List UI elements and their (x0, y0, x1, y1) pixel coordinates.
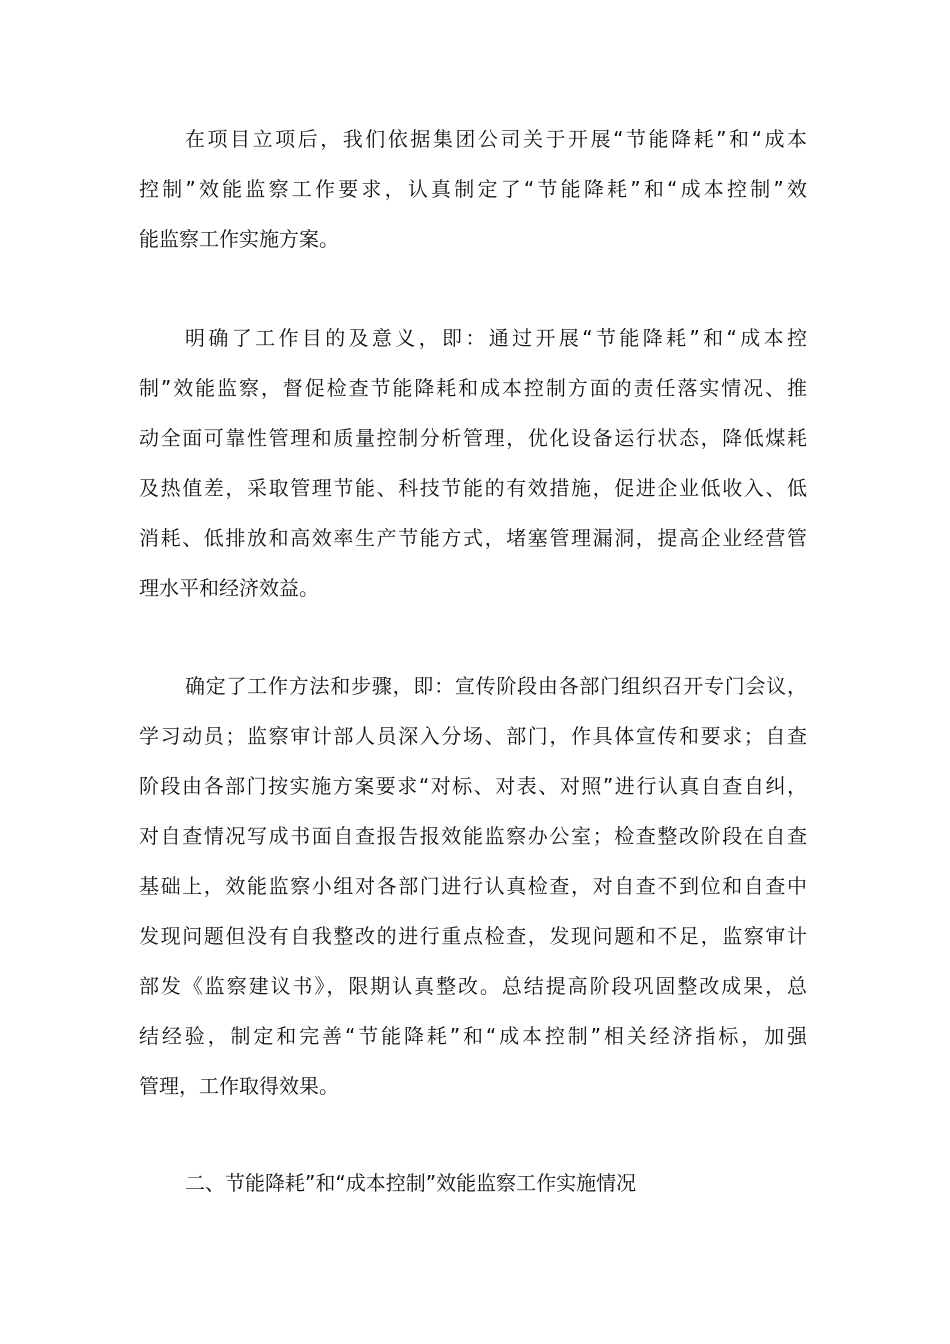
paragraph-line: 基础上，效能监察小组对各部门进行认真检查，对自查不到位和自查中 (139, 874, 807, 898)
paragraph-line: 及热值差，采取管理节能、科技节能的有效措施，促进企业低收入、低 (139, 476, 807, 500)
paragraph-line: 控制”效能监察工作要求，认真制定了“节能降耗”和“成本控制”效 (139, 177, 807, 201)
paragraph-line: 消耗、低排放和高效率生产节能方式，堵塞管理漏洞，提高企业经营管 (139, 526, 807, 550)
paragraph-work-methods (139, 661, 807, 1111)
paragraph-work-purpose (139, 313, 807, 613)
paragraph-line: 明确了工作目的及意义，即：通过开展“节能降耗”和“成本控 (185, 326, 807, 350)
paragraph-line: 制”效能监察，督促检查节能降耗和成本控制方面的责任落实情况、推 (139, 376, 807, 400)
paragraph-line: 结经验，制定和完善“节能降耗”和“成本控制”相关经济指标，加强 (139, 1024, 807, 1048)
paragraph-line: 理水平和经济效益。 (139, 576, 319, 600)
paragraph-line: 管理，工作取得效果。 (139, 1074, 339, 1098)
paragraph-line: 确定了工作方法和步骤，即：宣传阶段由各部门组织召开专门会议， (185, 674, 807, 698)
paragraph-line: 部发《监察建议书》，限期认真整改。总结提高阶段巩固整改成果，总 (139, 974, 807, 998)
paragraph-line: 动全面可靠性管理和质量控制分析管理，优化设备运行状态，降低煤耗 (139, 426, 807, 450)
paragraph-line: 学习动员；监察审计部人员深入分场、部门，作具体宣传和要求；自查 (139, 724, 807, 748)
paragraph-line: 阶段由各部门按实施方案要求“对标、对表、对照”进行认真自查自纠， (139, 774, 807, 798)
paragraph-line: 能监察工作实施方案。 (139, 227, 339, 251)
paragraph-project-setup (139, 114, 807, 264)
paragraph-line: 对自查情况写成书面自查报告报效能监察办公室；检查整改阶段在自查 (139, 824, 807, 848)
paragraph-line: 发现问题但没有自我整改的进行重点检查，发现问题和不足，监察审计 (139, 924, 807, 948)
section-heading: 二、节能降耗”和“成本控制”效能监察工作实施情况 (185, 1171, 637, 1195)
paragraph-line: 在项目立项后，我们依据集团公司关于开展“节能降耗”和“成本 (185, 127, 807, 151)
